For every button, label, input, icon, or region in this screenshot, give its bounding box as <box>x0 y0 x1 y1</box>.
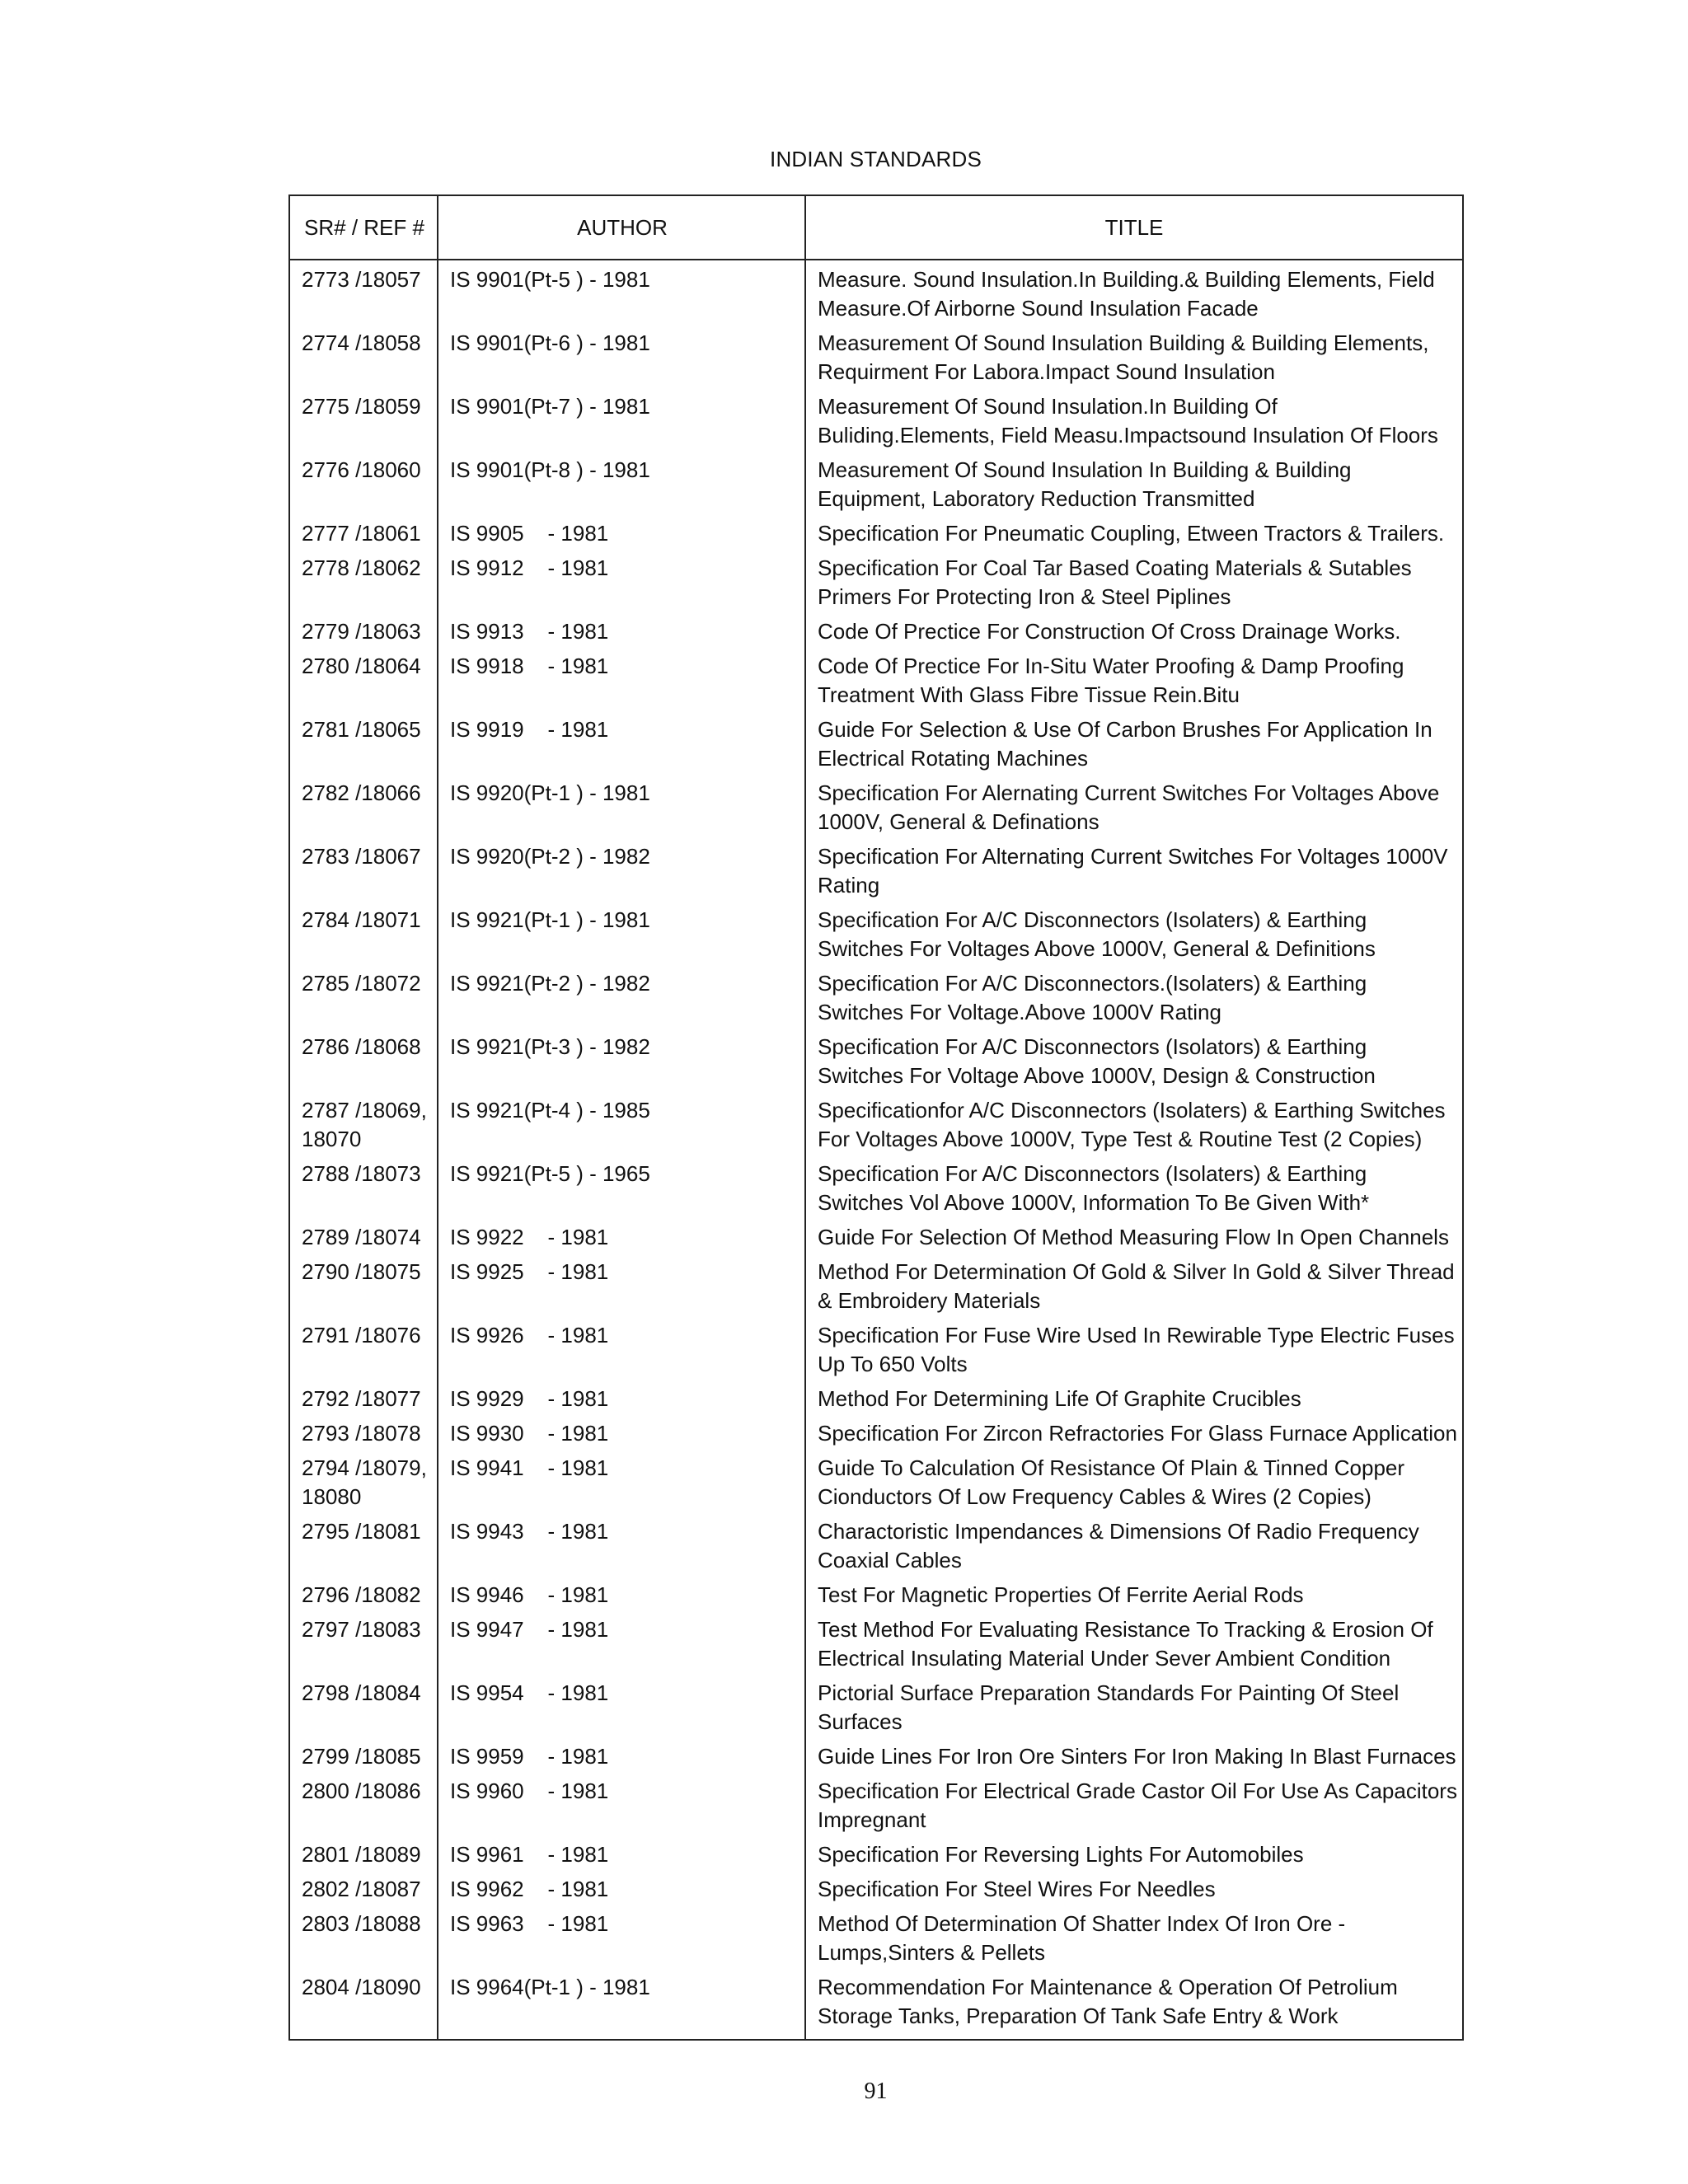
table-row <box>290 776 1462 839</box>
table-row <box>290 614 1462 649</box>
cell-title: Measurement Of Sound Insulation.In Building Of Buliding.Elements, Field Measu.Impactsound Insulation Of Floors <box>818 394 1438 448</box>
table-row <box>290 1577 1462 1612</box>
header-author: AUTHOR <box>577 214 668 240</box>
cell-ref: 2802 /18087 <box>302 1877 421 1901</box>
cell-author: IS 9901(Pt-8 ) - 1981 <box>450 457 650 482</box>
table-body <box>290 262 1462 2033</box>
cell-ref: 2780 /18064 <box>302 654 421 678</box>
cell-author: IS 9941 - 1981 <box>450 1455 609 1480</box>
cell-author: IS 9954 - 1981 <box>450 1680 609 1705</box>
cell-ref: 2798 /18084 <box>302 1680 421 1705</box>
cell-title: Specificationfor A/C Disconnectors (Isolaters) & Earthing Switches For Voltages Above 1000V, Type Test & Routine Test (2 Copies) <box>818 1098 1446 1151</box>
cell-author: IS 9921(Pt-1 ) - 1981 <box>450 907 650 932</box>
table-row <box>290 649 1462 712</box>
table-row <box>290 1739 1462 1774</box>
table-row <box>290 1774 1462 1837</box>
cell-author: IS 9961 - 1981 <box>450 1842 609 1867</box>
table-row <box>290 1514 1462 1577</box>
header-ref: SR# / REF # <box>304 214 424 240</box>
cell-title: Specification For Alernating Current Switches For Voltages Above 1000V, General & Definations <box>818 780 1440 834</box>
cell-ref: 2797 /18083 <box>302 1617 421 1642</box>
cell-title: Specification For A/C Disconnectors (Isolators) & Earthing Switches For Voltage Above 1000V, Design & Construction <box>818 1034 1376 1088</box>
cell-title: Specification For A/C Disconnectors.(Isolaters) & Earthing Switches For Voltage.Above 1000V Rating <box>818 971 1367 1024</box>
table-row <box>290 1451 1462 1514</box>
cell-ref: 2777 /18061 <box>302 521 421 546</box>
cell-author: IS 9918 - 1981 <box>450 654 609 678</box>
cell-title: Specification For Steel Wires For Needles <box>818 1877 1216 1901</box>
cell-ref: 2792 /18077 <box>302 1386 421 1411</box>
table-row <box>290 1416 1462 1451</box>
cell-author: IS 9960 - 1981 <box>450 1779 609 1803</box>
cell-author: IS 9919 - 1981 <box>450 717 609 742</box>
table-row <box>290 1612 1462 1675</box>
cell-author: IS 9926 - 1981 <box>450 1323 609 1347</box>
table-row <box>290 1156 1462 1220</box>
table-row <box>290 516 1462 551</box>
table-row <box>290 1837 1462 1872</box>
cell-author: IS 9901(Pt-5 ) - 1981 <box>450 267 650 292</box>
cell-author: IS 9943 - 1981 <box>450 1519 609 1544</box>
cell-author: IS 9922 - 1981 <box>450 1225 609 1249</box>
cell-author: IS 9929 - 1981 <box>450 1386 609 1411</box>
cell-title: Method Of Determination Of Shatter Index Of Iron Ore - Lumps,Sinters & Pellets <box>818 1911 1346 1965</box>
cell-ref: 2794 /18079, 18080 <box>302 1455 427 1509</box>
cell-ref: 2796 /18082 <box>302 1582 421 1607</box>
table-row <box>290 1381 1462 1416</box>
cell-title: Method For Determining Life Of Graphite Crucibles <box>818 1386 1301 1411</box>
table-row <box>290 1675 1462 1739</box>
cell-author: IS 9921(Pt-4 ) - 1985 <box>450 1098 650 1122</box>
cell-title: Code Of Prectice For Construction Of Cross Drainage Works. <box>818 619 1401 644</box>
cell-title: Guide For Selection Of Method Measuring Flow In Open Channels <box>818 1225 1449 1249</box>
cell-author: IS 9959 - 1981 <box>450 1744 609 1769</box>
cell-title: Specification For A/C Disconnectors (Isolaters) & Earthing Switches Vol Above 1000V, Information To Be Given With* <box>818 1161 1370 1215</box>
cell-ref: 2785 /18072 <box>302 971 421 996</box>
cell-ref: 2791 /18076 <box>302 1323 421 1347</box>
cell-title: Specification For Pneumatic Coupling, Etween Tractors & Trailers. <box>818 521 1445 546</box>
cell-ref: 2781 /18065 <box>302 717 421 742</box>
cell-title: Specification For Alternating Current Switches For Voltages 1000V Rating <box>818 844 1448 898</box>
cell-ref: 2801 /18089 <box>302 1842 421 1867</box>
cell-title: Specification For Coal Tar Based Coating Materials & Sutables Primers For Protecting Iron & Steel Piplines <box>818 555 1412 609</box>
cell-ref: 2786 /18068 <box>302 1034 421 1059</box>
cell-author: IS 9964(Pt-1 ) - 1981 <box>450 1975 650 1999</box>
cell-title: Specification For A/C Disconnectors (Isolaters) & Earthing Switches For Voltages Above 1000V, General & Definitions <box>818 907 1376 961</box>
cell-title: Measure. Sound Insulation.In Building.& Building Elements, Field Measure.Of Airborne Sound Insulation Facade <box>818 267 1435 321</box>
table-row <box>290 1872 1462 1906</box>
cell-author: IS 9946 - 1981 <box>450 1582 609 1607</box>
table-row <box>290 966 1462 1029</box>
cell-title: Measurement Of Sound Insulation Building & Building Elements, Requirment For Labora.Impact Sound Insulation <box>818 330 1429 384</box>
table-row <box>290 839 1462 902</box>
table-row <box>290 389 1462 452</box>
cell-author: IS 9963 - 1981 <box>450 1911 609 1936</box>
cell-title: Charactoristic Impendances & Dimensions Of Radio Frequency Coaxial Cables <box>818 1519 1419 1572</box>
cell-ref: 2776 /18060 <box>302 457 421 482</box>
table-header <box>290 196 1462 260</box>
cell-title: Pictorial Surface Preparation Standards For Painting Of Steel Surfaces <box>818 1680 1400 1734</box>
table-row <box>290 902 1462 966</box>
cell-author: IS 9920(Pt-1 ) - 1981 <box>450 780 650 805</box>
table-row <box>290 1318 1462 1381</box>
cell-ref: 2774 /18058 <box>302 330 421 355</box>
cell-ref: 2788 /18073 <box>302 1161 421 1186</box>
cell-title: Specification For Fuse Wire Used In Rewirable Type Electric Fuses Up To 650 Volts <box>818 1323 1455 1376</box>
cell-title: Code Of Prectice For In-Situ Water Proofing & Damp Proofing Treatment With Glass Fibre Tissue Rein.Bitu <box>818 654 1404 707</box>
cell-title: Specification For Zircon Refractories For Glass Furnace Application <box>818 1421 1457 1446</box>
cell-title: Specification For Reversing Lights For Automobiles <box>818 1842 1304 1867</box>
cell-title: Specification For Electrical Grade Castor Oil For Use As Capacitors Impregnant <box>818 1779 1457 1832</box>
cell-ref: 2778 /18062 <box>302 555 421 580</box>
table-row <box>290 712 1462 776</box>
cell-ref: 2783 /18067 <box>302 844 421 869</box>
cell-author: IS 9912 - 1981 <box>450 555 609 580</box>
cell-author: IS 9913 - 1981 <box>450 619 609 644</box>
cell-title: Measurement Of Sound Insulation In Building & Building Equipment, Laboratory Reduction Transmitted <box>818 457 1352 511</box>
cell-title: Test Method For Evaluating Resistance To Tracking & Erosion Of Electrical Insulating Material Under Sever Ambient Condition <box>818 1617 1433 1671</box>
table-row <box>290 1906 1462 1970</box>
cell-ref: 2803 /18088 <box>302 1911 421 1936</box>
cell-ref: 2789 /18074 <box>302 1225 421 1249</box>
cell-author: IS 9930 - 1981 <box>450 1421 609 1446</box>
header-title: TITLE <box>1104 214 1164 240</box>
table-row <box>290 1093 1462 1156</box>
standards-table <box>288 194 1464 2041</box>
cell-ref: 2775 /18059 <box>302 394 421 419</box>
page-title: INDIAN STANDARDS <box>770 147 982 171</box>
cell-author: IS 9921(Pt-2 ) - 1982 <box>450 971 650 996</box>
cell-ref: 2793 /18078 <box>302 1421 421 1446</box>
cell-title: Recommendation For Maintenance & Operation Of Petrolium Storage Tanks, Preparation Of Tank Safe Entry & Work <box>818 1975 1398 2028</box>
cell-title: Guide Lines For Iron Ore Sinters For Iron Making In Blast Furnaces <box>818 1744 1456 1769</box>
cell-ref: 2779 /18063 <box>302 619 421 644</box>
cell-author: IS 9962 - 1981 <box>450 1877 609 1901</box>
cell-ref: 2773 /18057 <box>302 267 421 292</box>
page-number: 91 <box>864 2079 888 2104</box>
cell-ref: 2799 /18085 <box>302 1744 421 1769</box>
cell-ref: 2784 /18071 <box>302 907 421 932</box>
cell-author: IS 9901(Pt-6 ) - 1981 <box>450 330 650 355</box>
cell-author: IS 9905 - 1981 <box>450 521 609 546</box>
table-row <box>290 262 1462 326</box>
table-row <box>290 1029 1462 1093</box>
table-row <box>290 551 1462 614</box>
cell-author: IS 9901(Pt-7 ) - 1981 <box>450 394 650 419</box>
table-row <box>290 452 1462 516</box>
cell-title: Guide For Selection & Use Of Carbon Brushes For Application In Electrical Rotating Machines <box>818 717 1432 771</box>
cell-title: Method For Determination Of Gold & Silver In Gold & Silver Thread & Embroidery Materials <box>818 1259 1455 1313</box>
cell-ref: 2787 /18069, 18070 <box>302 1098 427 1151</box>
cell-ref: 2804 /18090 <box>302 1975 421 1999</box>
cell-author: IS 9947 - 1981 <box>450 1617 609 1642</box>
cell-title: Guide To Calculation Of Resistance Of Plain & Tinned Copper Cionductors Of Low Frequency Cables & Wires (2 Copies) <box>818 1455 1405 1509</box>
cell-author: IS 9921(Pt-5 ) - 1965 <box>450 1161 650 1186</box>
cell-title: Test For Magnetic Properties Of Ferrite Aerial Rods <box>818 1582 1304 1607</box>
cell-author: IS 9925 - 1981 <box>450 1259 609 1284</box>
table-row <box>290 326 1462 389</box>
cell-ref: 2782 /18066 <box>302 780 421 805</box>
cell-ref: 2800 /18086 <box>302 1779 421 1803</box>
table-row <box>290 1220 1462 1254</box>
table-row <box>290 1970 1462 2033</box>
table-row <box>290 1254 1462 1318</box>
cell-author: IS 9921(Pt-3 ) - 1982 <box>450 1034 650 1059</box>
cell-ref: 2795 /18081 <box>302 1519 421 1544</box>
cell-ref: 2790 /18075 <box>302 1259 421 1284</box>
cell-author: IS 9920(Pt-2 ) - 1982 <box>450 844 650 869</box>
